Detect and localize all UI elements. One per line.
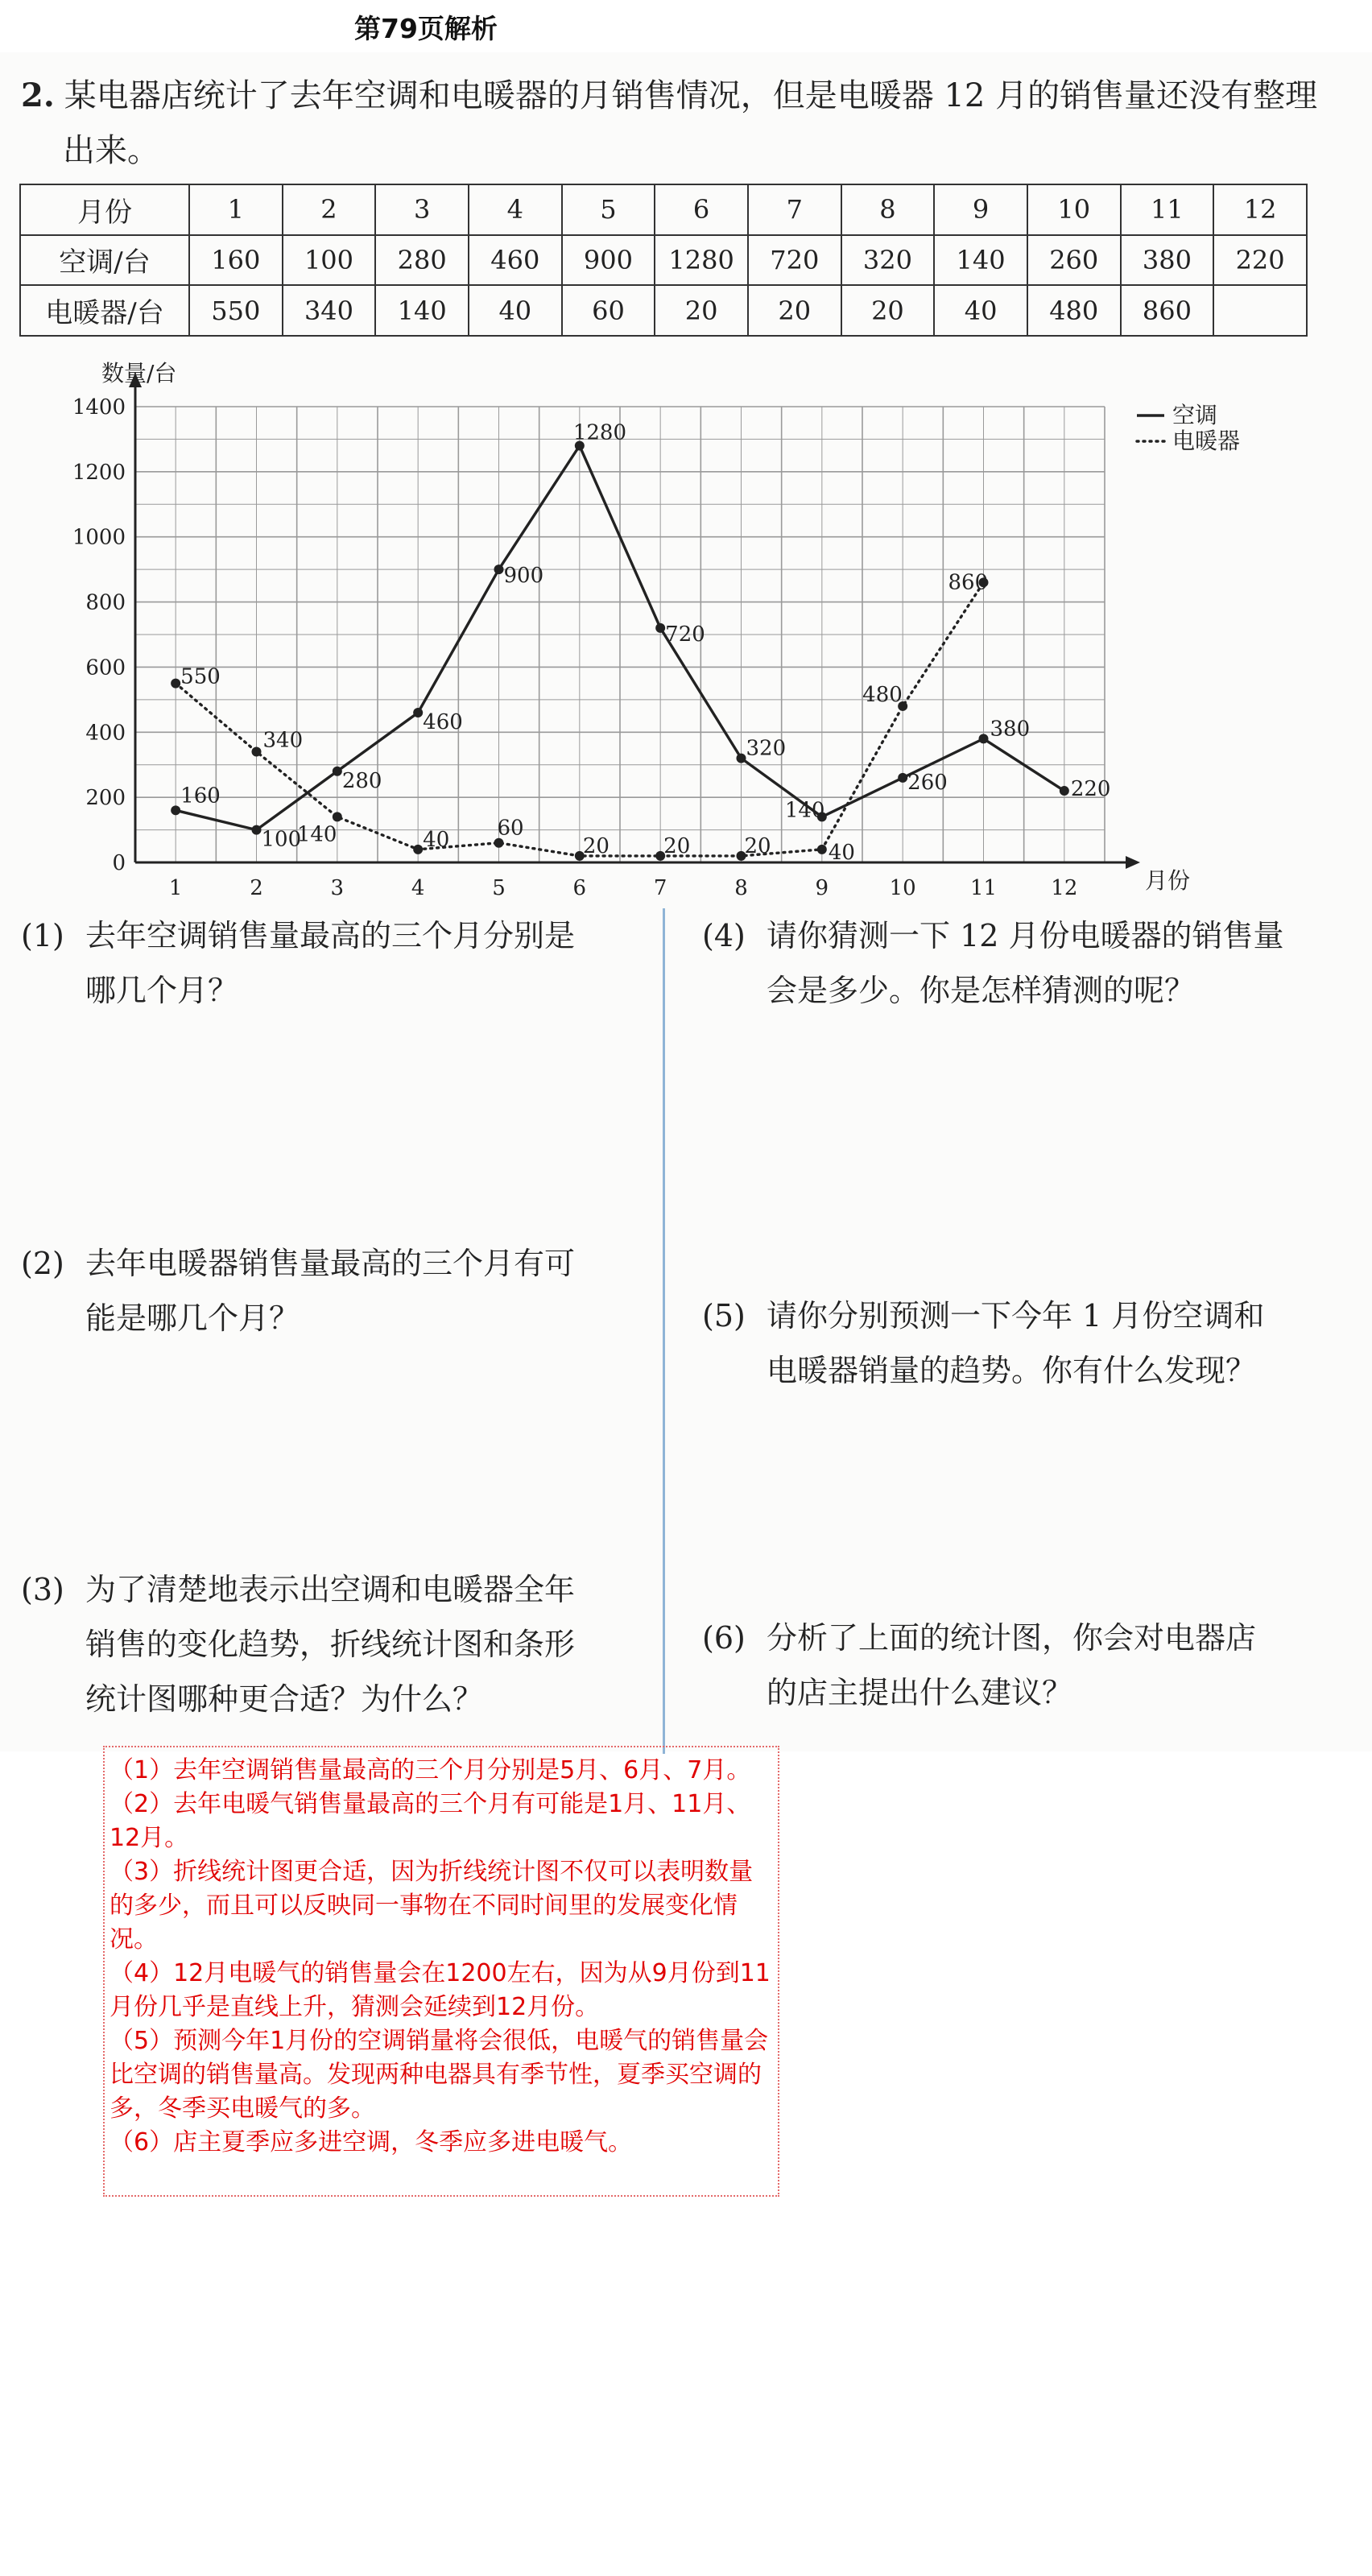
data-label: 100	[261, 827, 302, 852]
table-header-cell: 8	[841, 184, 935, 235]
chart-series	[171, 421, 1110, 865]
table-cell	[1213, 285, 1307, 336]
data-point	[252, 825, 262, 835]
data-label: 380	[990, 717, 1031, 742]
table-header-label: 月份	[20, 184, 189, 235]
data-point	[817, 845, 827, 854]
table-header-cell: 2	[283, 184, 376, 235]
y-tick-label: 400	[85, 721, 126, 746]
data-label: 20	[744, 833, 771, 858]
table-cell: 460	[469, 235, 562, 286]
question-number: (1)	[21, 918, 64, 953]
table-cell: 900	[562, 235, 655, 286]
problem-number: 2.	[21, 76, 55, 114]
y-tick-label: 1400	[72, 395, 126, 420]
table-row-label: 空调/台	[20, 235, 189, 286]
table-row-label: 电暖器/台	[20, 285, 189, 336]
table-header-cell: 1	[189, 184, 283, 235]
table-header-cell: 11	[1121, 184, 1214, 235]
table-row-heater	[20, 285, 1307, 336]
answer-6: （6）店主夏季应多进空调，冬季应多进电暖气。	[110, 2128, 633, 2156]
x-tick-label: 2	[250, 876, 263, 900]
table-cell: 220	[1213, 235, 1307, 286]
question-text: 统计图哪种更合适？为什么？	[85, 1681, 484, 1717]
data-label: 860	[948, 570, 989, 595]
data-label: 550	[180, 664, 221, 689]
question-text: 分析了上面的统计图，你会对电器店	[767, 1620, 1257, 1656]
data-label: 60	[497, 816, 524, 841]
y-tick-label: 0	[112, 851, 126, 875]
x-tick-label: 4	[411, 876, 425, 900]
question-text: 的店主提出什么建议？	[767, 1675, 1073, 1710]
y-axis-label: 数量/台	[101, 360, 177, 387]
table-cell: 340	[283, 285, 376, 336]
data-point	[413, 845, 423, 854]
data-point	[333, 812, 342, 821]
question-6	[702, 1611, 1338, 1720]
question-number: (3)	[21, 1572, 64, 1607]
y-tick-label: 600	[85, 655, 126, 680]
y-tick-label: 800	[85, 590, 126, 615]
answer-box	[103, 1746, 779, 2197]
question-4	[702, 908, 1338, 1018]
question-text: 电暖器销量的趋势。你有什么发现？	[767, 1353, 1257, 1388]
table-cell: 20	[841, 285, 935, 336]
x-tick-label: 8	[734, 876, 748, 900]
x-axis-arrow	[1126, 856, 1140, 869]
table-cell: 320	[841, 235, 935, 286]
data-point	[655, 623, 665, 633]
sales-table	[19, 184, 1308, 337]
question-1	[21, 908, 633, 1018]
chart-legend	[1137, 402, 1240, 454]
x-tick-label: 10	[889, 876, 916, 900]
y-tick-label: 200	[85, 786, 126, 811]
data-label: 140	[784, 798, 825, 823]
table-header-cell: 6	[655, 184, 748, 235]
data-label: 340	[262, 728, 304, 753]
table-header-cell: 9	[934, 184, 1027, 235]
x-tick-label: 9	[815, 876, 829, 900]
table-cell: 380	[1121, 235, 1214, 286]
question-text: 去年电暖器销售量最高的三个月有可	[85, 1246, 576, 1281]
question-text: 请你分别预测一下今年 1 月份空调和	[767, 1298, 1265, 1333]
data-label: 900	[503, 564, 544, 589]
answer-2: （2）去年电暖气销售量最高的三个月有可能是1月、11月、12月。	[110, 1790, 751, 1852]
table-header-cell: 12	[1213, 184, 1307, 235]
data-point	[979, 734, 989, 743]
x-tick-label: 1	[168, 876, 183, 900]
data-point	[898, 773, 907, 783]
question-text: 会是多少。你是怎样猜测的呢？	[767, 973, 1196, 1008]
answer-3: （3）折线统计图更合适，因为折线统计图不仅可以表明数量的多少，而且可以反映同一事物在不同时间里的发展变化情况。	[110, 1858, 754, 1954]
table-cell: 860	[1121, 285, 1214, 336]
data-label: 460	[423, 710, 463, 735]
data-point	[333, 767, 342, 776]
question-number: (2)	[21, 1246, 64, 1281]
data-label: 160	[180, 784, 221, 808]
table-cell: 480	[1027, 285, 1121, 336]
data-label: 720	[665, 622, 705, 647]
table-cell: 100	[283, 235, 376, 286]
legend-label: 空调	[1172, 402, 1218, 428]
table-header-cell: 10	[1027, 184, 1121, 235]
data-point	[252, 747, 262, 757]
data-point	[413, 708, 423, 717]
data-label: 220	[1070, 777, 1111, 802]
data-point	[171, 679, 180, 688]
table-cell: 140	[934, 235, 1027, 286]
data-label: 280	[341, 768, 382, 793]
y-tick-label: 1200	[72, 460, 126, 485]
x-tick-label: 5	[492, 876, 506, 900]
x-axis-label: 月份	[1145, 867, 1191, 894]
data-point	[1060, 786, 1069, 796]
data-point	[737, 754, 746, 763]
question-number: (5)	[702, 1298, 746, 1333]
question-text: 哪几个月？	[85, 973, 239, 1008]
chart-grid	[135, 407, 1105, 862]
table-cell: 720	[748, 235, 841, 286]
table-cell: 60	[562, 285, 655, 336]
question-text: 为了清楚地表示出空调和电暖器全年	[85, 1572, 576, 1607]
page-title: 第79页解析	[354, 13, 498, 44]
problem-line-1: 某电器店统计了去年空调和电暖器的月销售情况，但是电暖器 12 月的销售量还没有整理	[64, 77, 1318, 114]
data-label: 40	[828, 840, 855, 865]
x-tick-label: 11	[969, 876, 998, 900]
data-point	[171, 805, 180, 815]
answer-1: （1）去年空调销售量最高的三个月分别是5月、6月、7月。	[110, 1756, 751, 1784]
data-point	[494, 564, 504, 574]
table-cell: 280	[375, 235, 469, 286]
data-label: 1280	[572, 420, 627, 445]
data-label: 140	[296, 822, 337, 847]
answer-4: （4）12月电暖气的销售量会在1200左右，因为从9月份到11月份几乎是直线上升，猜测会延续到12月份。	[110, 1959, 771, 2021]
data-label: 20	[663, 833, 691, 858]
data-label: 480	[862, 682, 903, 707]
question-number: (4)	[702, 918, 746, 953]
x-tick-label: 3	[330, 876, 345, 900]
table-cell: 20	[748, 285, 841, 336]
data-label: 260	[907, 770, 948, 795]
data-label: 320	[746, 736, 787, 761]
x-tick-label: 7	[653, 876, 667, 900]
question-3	[21, 1562, 633, 1726]
table-header-row	[20, 184, 1307, 235]
question-text: 去年空调销售量最高的三个月分别是	[85, 918, 576, 953]
question-text: 销售的变化趋势，折线统计图和条形	[85, 1627, 576, 1662]
table-cell: 550	[189, 285, 283, 336]
x-tick-label: 6	[572, 876, 587, 900]
legend-label: 电暖器	[1172, 428, 1241, 454]
table-cell: 40	[469, 285, 562, 336]
line-chart	[0, 346, 1372, 910]
table-row-ac	[20, 235, 1307, 286]
question-number: (6)	[702, 1620, 746, 1656]
data-label: 40	[423, 827, 450, 852]
problem-statement	[21, 68, 1325, 178]
table-cell: 1280	[655, 235, 748, 286]
y-tick-label: 1000	[72, 525, 126, 550]
table-cell: 160	[189, 235, 283, 286]
table-header-cell: 4	[469, 184, 562, 235]
table-cell: 20	[655, 285, 748, 336]
table-cell: 260	[1027, 235, 1121, 286]
x-tick-label: 12	[1051, 876, 1078, 900]
question-text: 请你猜测一下 12 月份电暖器的销售量	[767, 918, 1284, 953]
column-divider	[663, 908, 665, 1754]
table-header-cell: 7	[748, 184, 841, 235]
data-label: 20	[582, 833, 610, 858]
question-text: 能是哪几个月？	[85, 1300, 300, 1336]
question-2	[21, 1236, 633, 1346]
table-header-cell: 5	[562, 184, 655, 235]
chart-axes	[72, 360, 1190, 900]
table-cell: 140	[375, 285, 469, 336]
answer-5: （5）预测今年1月份的空调销量将会很低，电暖气的销售量会比空调的销售量高。发现两种电器具有季节性，夏季买空调的多，冬季买电暖气的多。	[110, 2027, 769, 2123]
table-header-cell: 3	[375, 184, 469, 235]
table-cell: 40	[934, 285, 1027, 336]
problem-line-2: 出来。	[63, 132, 159, 169]
question-5	[702, 1288, 1338, 1398]
